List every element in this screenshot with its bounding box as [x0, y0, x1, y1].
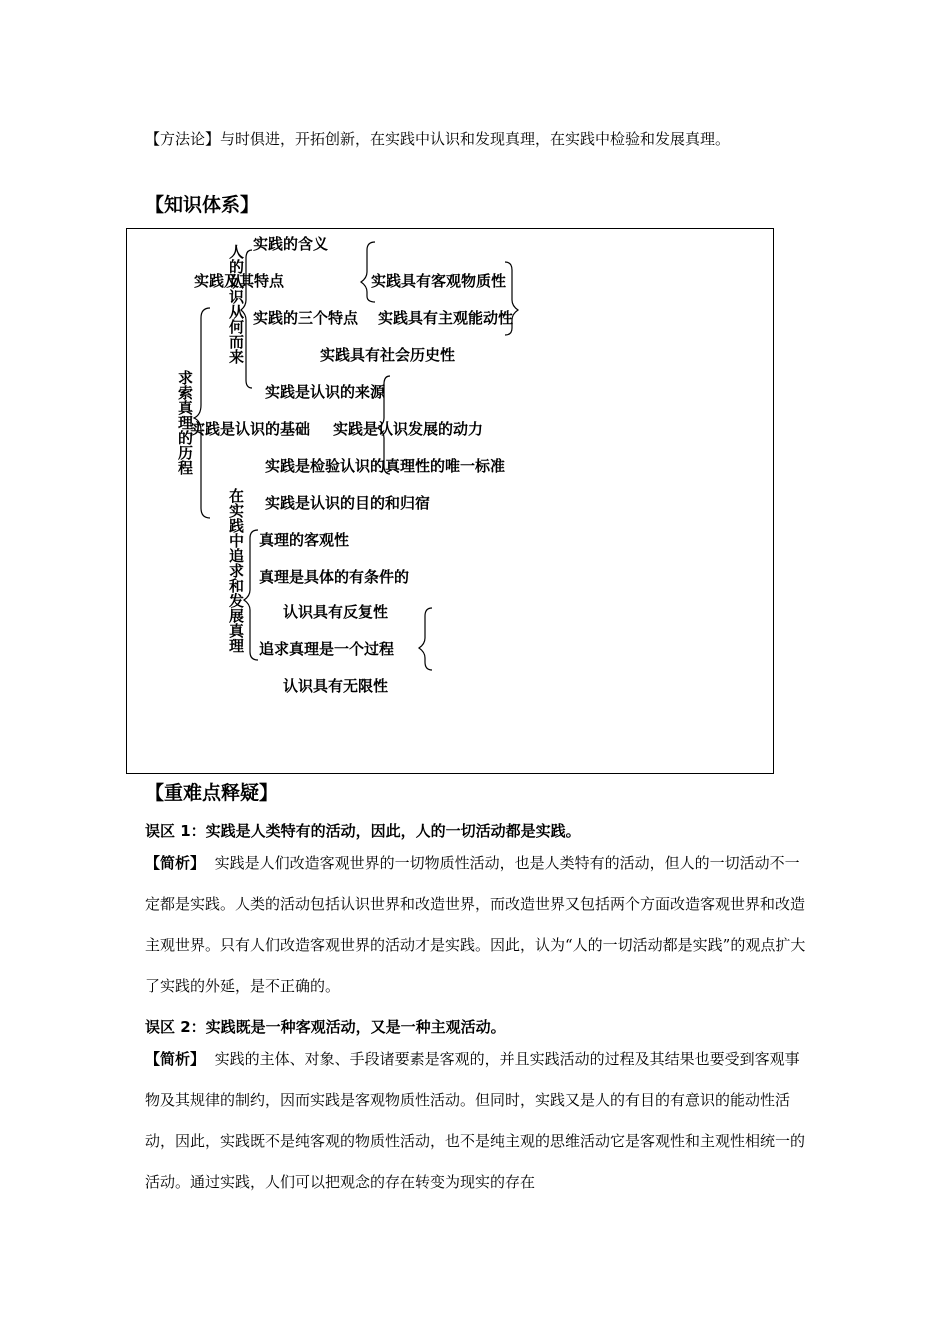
analysis1-label: 【简析】: [145, 854, 206, 872]
analysis2-label: 【简析】: [145, 1050, 206, 1068]
root-brace: [194, 308, 210, 518]
analysis1-paragraph: [145, 843, 810, 1007]
node-purpose: 实践是认识的目的和归宿: [265, 494, 431, 512]
knowledge-system-heading: 【知识体系】: [145, 194, 260, 216]
node-basis: 实践是认识的基础: [190, 420, 311, 438]
difficulty-heading: 【重难点释疑】: [145, 782, 279, 804]
node-truth-concrete: 真理是具体的有条件的: [259, 568, 410, 586]
branch2-brace: [244, 530, 258, 660]
node-subjective: 实践具有主观能动性: [378, 309, 514, 327]
root-label-vertical: 求索真理的历程: [176, 370, 194, 475]
node-three-features: 实践的三个特点: [253, 309, 359, 327]
node-practice-features: 实践及其特点: [194, 272, 285, 290]
process-brace: [419, 608, 432, 670]
node-process: 追求真理是一个过程: [259, 640, 395, 658]
analysis2-paragraph: [145, 1039, 810, 1203]
branch1-label-vertical: 人的认识从何而来: [227, 244, 245, 364]
node-meaning: 实践的含义: [253, 235, 329, 253]
node-source: 实践是认识的来源: [265, 383, 386, 401]
analysis2-text: 实践的主体、对象、手段诸要素是客观的，并且实践活动的过程及其结果也要受到客观事物及其规律的制约，因而实践是客观物质性活动。但同时，实践又是人的有目的有意识的能动性活动，因此，实践既不是纯客观的物质性活动，也不是纯主观的思维活动它是客观性和主观性相统一的活动。通过实践，人们可以把观念的存在转变为现实的存在: [145, 1050, 806, 1191]
node-standard: 实践是检验认识的真理性的唯一标准: [265, 457, 506, 475]
node-truth-objective: 真理的客观性: [259, 531, 350, 549]
myth2-title: 误区 2：实践既是一种客观活动，又是一种主观活动。: [145, 1018, 506, 1036]
branch2-label-vertical: 在实践中追求和发展真理: [227, 488, 245, 653]
node-repeat: 认识具有反复性: [283, 603, 389, 621]
myth1-title: 误区 1：实践是人类特有的活动，因此，人的一切活动都是实践。: [145, 822, 581, 840]
methodology-line: 【方法论】与时俱进，开拓创新，在实践中认识和发现真理，在实践中检验和发展真理。: [145, 130, 731, 148]
node-motive: 实践是认识发展的动力: [333, 420, 484, 438]
node-infinite: 认识具有无限性: [283, 677, 389, 695]
node-social: 实践具有社会历史性: [320, 346, 456, 364]
node-objective: 实践具有客观物质性: [371, 272, 507, 290]
analysis1-text: 实践是人们改造客观世界的一切物质性活动，也是人类特有的活动，但人的一切活动不一定都是实践。人类的活动包括认识世界和改造世界，而改造世界又包括两个方面改造客观世界和改造主观世界。只有人们改造客观世界的活动才是实践。因此，认为“人的一切活动都是实践”的观点扩大了实践的外延，是不正确的。: [145, 854, 806, 995]
